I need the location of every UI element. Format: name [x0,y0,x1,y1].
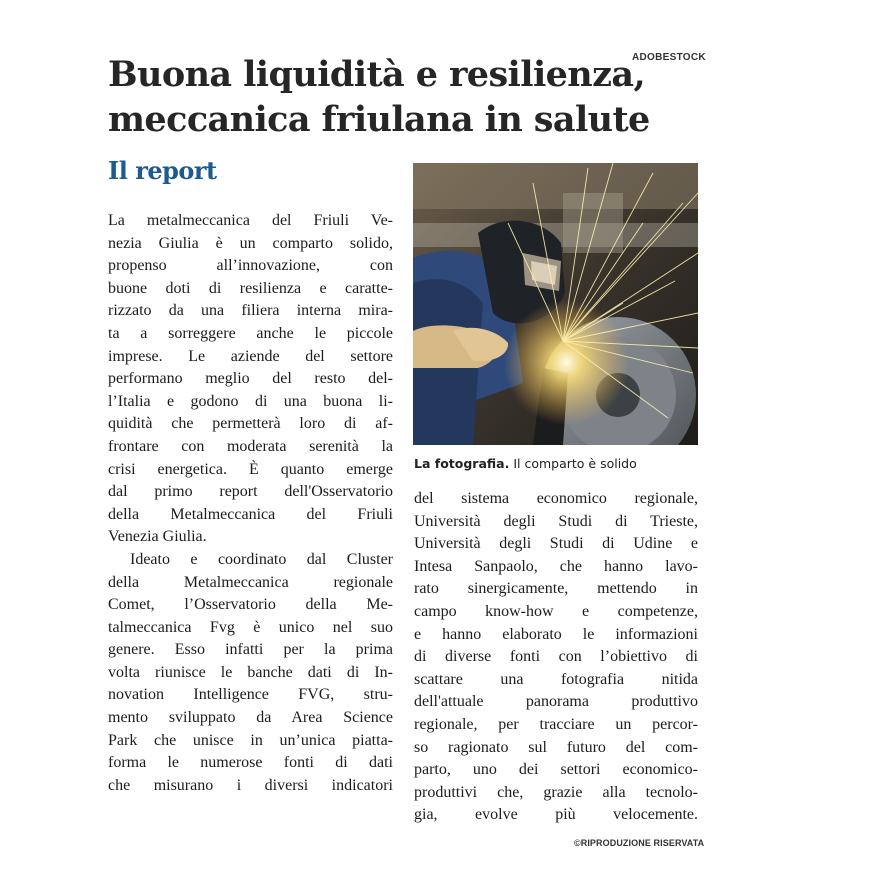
text-line: mento sviluppato da Area Science [108,709,393,727]
text-line: l’Italia e godono di una buona li- [108,392,393,410]
text-line: propenso all’innovazione, con [108,257,393,275]
paragraph-1 [108,210,393,549]
copyright-notice: ©RIPRODUZIONE RISERVATA [574,838,705,848]
text-line: novation Intelligence FVG, stru- [108,686,393,704]
text-line: gia, evolve più velocemente. [414,806,698,824]
text-line: forma le numerose fonti di dati [108,754,393,772]
text-line: scattare una fotografia nitida [414,670,698,688]
text-line: dell'attuale panorama produttivo [414,693,698,711]
text-line: quidità che permetterà loro di af- [108,415,393,433]
text-line: frontare con moderata serenità la [108,437,393,455]
text-line: imprese. Le aziende del settore [108,347,393,365]
text-line: buone doti di resilienza e caratte- [108,279,393,297]
article-column-1 [108,210,393,797]
text-line: Intesa Sanpaolo, che hanno lavo- [414,557,698,575]
text-line: Comet, l’Osservatorio della Me- [108,596,393,614]
text-line: produttivi che, grazie alla tecnolo- [414,783,698,801]
text-line: talmeccanica Fvg è unico nel suo [108,618,393,636]
text-line: del sistema economico regionale, [414,490,698,507]
text-line: ta a sorreggere anche le piccole [108,324,393,342]
text-line: Università degli Studi di Trieste, [414,512,698,530]
text-line: Venezia Giulia. [108,528,207,546]
headline-line-2: meccanica friulana in salute [108,99,650,140]
text-line: di diverse fonti con l’obiettivo di [414,648,698,666]
text-line: parto, uno dei settori economico- [414,761,698,779]
headline [108,52,650,142]
text-line: della Metalmeccanica del Friuli [108,505,393,523]
welding-photo [413,163,698,445]
text-line: performano meglio del resto del- [108,370,393,388]
text-line: La metalmeccanica del Friuli Ve- [108,212,393,229]
text-line: regionale, per tracciare un percor- [414,715,698,733]
text-line: crisi energetica. È quanto emerge [108,460,393,478]
text-line: volta riunisce le banche dati di In- [108,663,393,681]
section-label: Il report [108,156,217,185]
caption-title: La fotografia. [414,456,510,471]
text-line: rato sinergicamente, mettendo in [414,580,698,598]
text-line: e hanno elaborato le informazioni [414,625,698,643]
caption-text: Il comparto è solido [513,456,637,471]
headline-line-1: Buona liquidità e resilienza, [108,54,646,95]
paragraph-2 [108,549,393,798]
photo-caption [414,456,704,471]
article-column-2 [414,488,698,827]
text-line: so ragionato sul futuro del com- [414,738,698,756]
photo-credit: ADOBESTOCK [632,52,706,63]
text-line: dal primo report dell'Osservatorio [108,483,393,501]
text-line: della Metalmeccanica regionale [108,573,393,591]
text-line: Università degli Studi di Udine e [414,535,698,553]
text-line: che misurano i diversi indicatori [108,776,393,794]
text-line: Park che unisce in un’unica piatta- [108,731,393,749]
text-line: nezia Giulia è un comparto solido, [108,234,393,252]
paragraph-2-continued [414,488,698,827]
text-line: rizzato da una filiera interna mira- [108,302,393,320]
text-line: genere. Esso infatti per la prima [108,641,393,659]
text-line: Ideato e coordinato dal Cluster [130,550,393,568]
text-line: campo know-how e competenze, [414,602,698,620]
